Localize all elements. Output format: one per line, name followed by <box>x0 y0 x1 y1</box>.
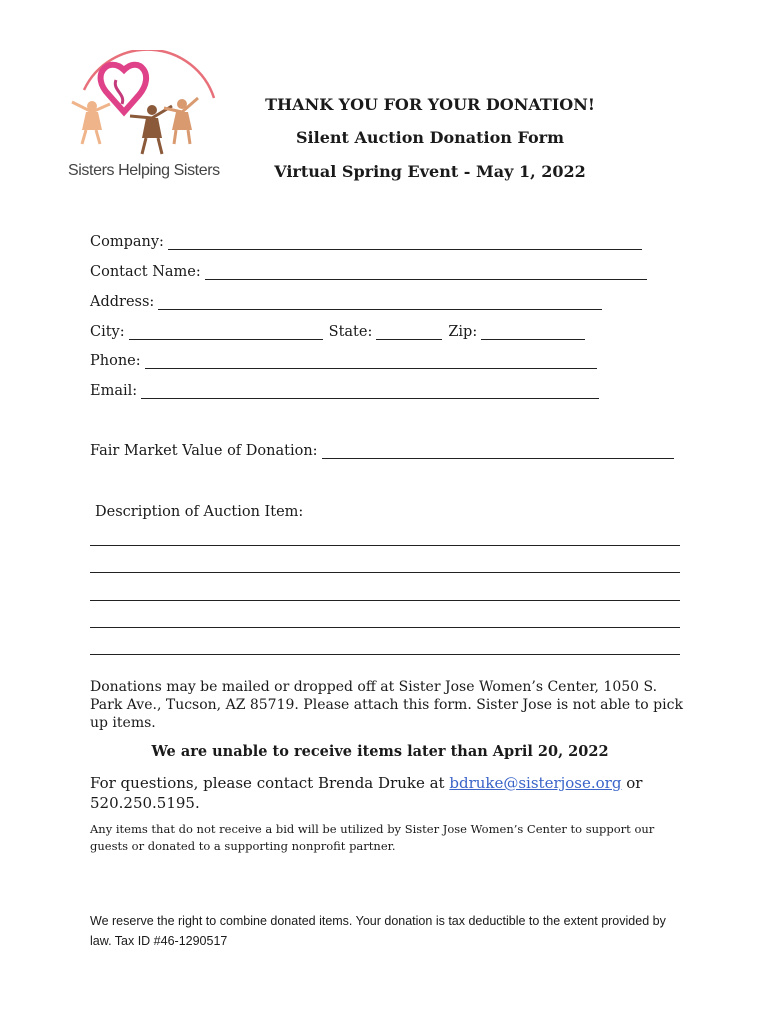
logo-graphic <box>64 50 224 162</box>
description-field <box>95 500 303 520</box>
description-label: Description of Auction Item: <box>95 504 304 520</box>
address-field <box>90 290 608 310</box>
organization-logo <box>64 50 224 190</box>
footer-text: We reserve the right to combine donated items. Your donation is tax deductible to the extent provided by law. Tax ID #46-1290517 <box>90 914 666 948</box>
contact-name-blank[interactable] <box>205 265 647 280</box>
description-line-5[interactable] <box>90 654 680 655</box>
city-blank[interactable] <box>129 325 323 340</box>
deadline-notice: We are unable to receive items later than April 20, 2022 <box>151 743 609 760</box>
contact-info <box>90 773 690 813</box>
email-blank[interactable] <box>141 384 599 399</box>
contact-prefix: For questions, please contact Brenda Druke at <box>90 774 445 792</box>
phone-blank[interactable] <box>145 354 597 369</box>
phone-label: Phone: <box>90 353 141 369</box>
contact-name-label: Contact Name: <box>90 264 201 280</box>
description-line-2[interactable] <box>90 572 680 573</box>
state-blank[interactable] <box>376 325 442 340</box>
email-field <box>90 379 605 399</box>
zip-label: Zip: <box>448 324 478 340</box>
contact-email-link[interactable]: bdruke@sisterjose.org <box>449 774 622 792</box>
email-label: Email: <box>90 383 138 399</box>
company-field <box>90 230 648 250</box>
company-blank[interactable] <box>168 235 642 250</box>
figure-center-icon <box>130 105 172 154</box>
contact-suffix: or 520.250.5195. <box>90 774 643 812</box>
fair-market-value-label: Fair Market Value of Donation: <box>90 443 318 459</box>
logo-text: Sisters Helping Sisters <box>68 162 220 179</box>
figure-left-icon <box>72 101 110 144</box>
city-state-zip-field <box>90 320 591 340</box>
fair-market-value-field <box>90 439 680 459</box>
address-label: Address: <box>90 294 155 310</box>
unbid-items-note: Any items that do not receive a bid will be utilized by Sister Jose Women’s Center to support our guests or donated to a supporting nonprofit partner. <box>90 822 655 853</box>
description-line-1[interactable] <box>90 545 680 546</box>
mail-info-text: Donations may be mailed or dropped off at Sister Jose Women’s Center, 1050 S. Park Ave., Tucson, AZ 85719. Please attach this form. Sister Jose is not able to pick up items. <box>90 679 683 731</box>
description-line-4[interactable] <box>90 627 680 628</box>
figure-right-icon <box>164 98 198 144</box>
state-label: State: <box>328 324 373 340</box>
description-line-3[interactable] <box>90 600 680 601</box>
phone-field <box>90 349 603 369</box>
thank-you-heading: THANK YOU FOR YOUR DONATION! <box>265 95 595 114</box>
form-title: Silent Auction Donation Form <box>295 128 565 147</box>
city-label: City: <box>90 324 125 340</box>
fair-market-value-blank[interactable] <box>322 444 674 459</box>
company-label: Company: <box>90 234 164 250</box>
event-title: Virtual Spring Event - May 1, 2022 <box>274 162 586 181</box>
address-blank[interactable] <box>158 295 602 310</box>
contact-name-field <box>90 260 653 280</box>
zip-blank[interactable] <box>481 325 585 340</box>
